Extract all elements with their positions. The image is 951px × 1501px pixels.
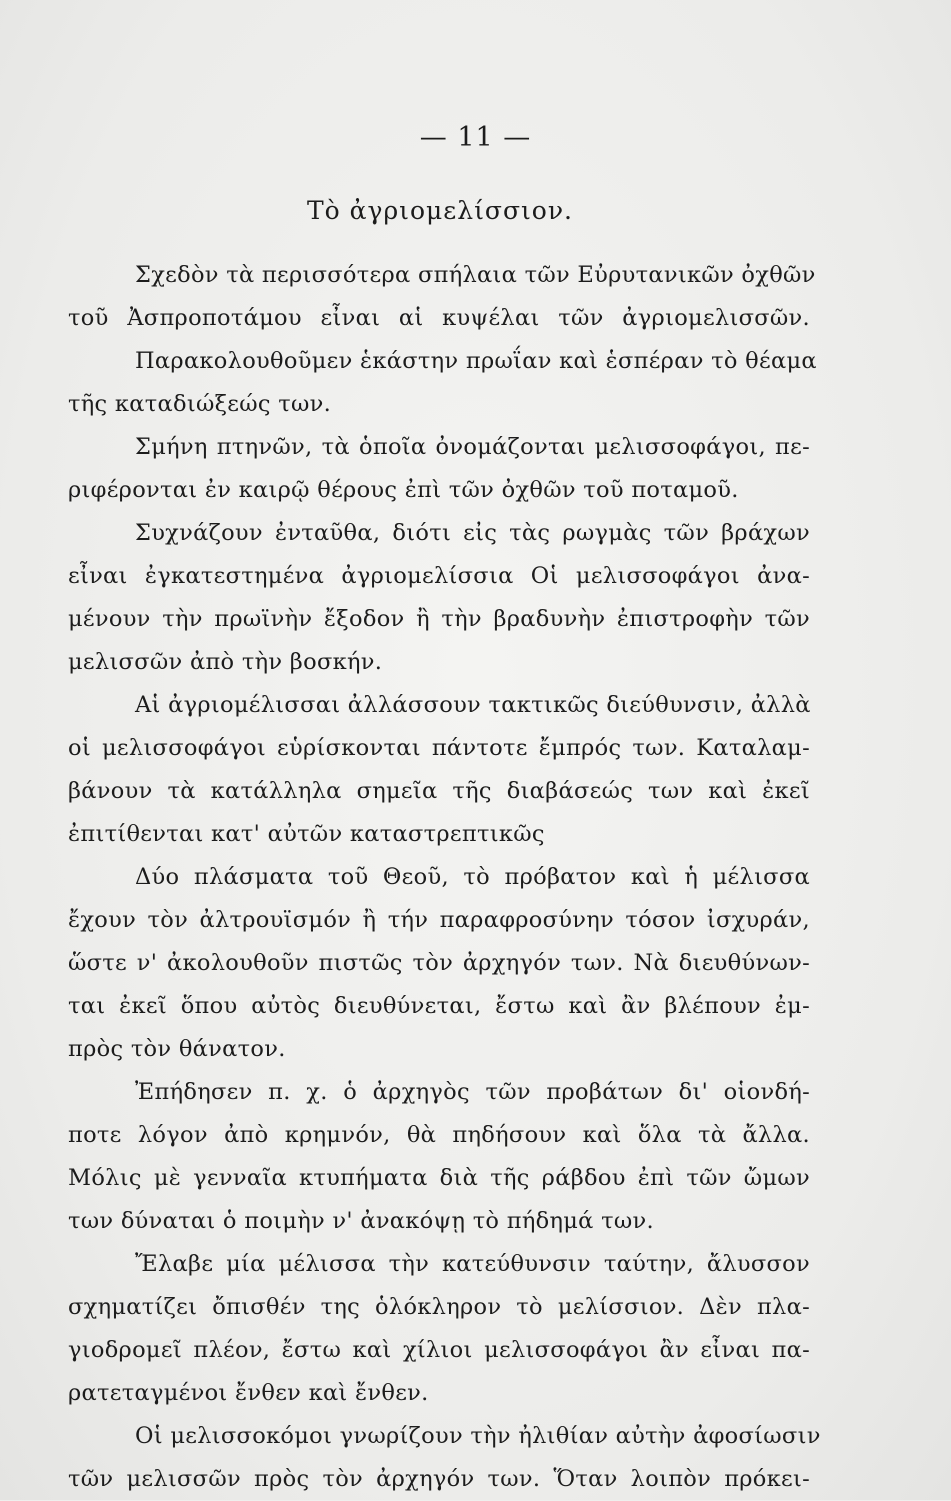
text-line: ται ἐκεῖ ὅπου αὐτὸς διευθύνεται, ἔστω καὶ ἂν βλέπουν ἐμ-	[68, 993, 810, 1019]
text-line: ρατεταγμένοι ἔνθεν καὶ ἔνθεν.	[68, 1380, 429, 1406]
text-line: Συχνάζουν ἐνταῦθα, διότι εἰς τὰς ρωγμὰς τῶν βράχων	[135, 520, 810, 546]
text-line: ἐπιτίθενται κατ' αὐτῶν καταστρεπτικῶς	[68, 821, 545, 847]
chapter-title: Τὸ ἀγριομελίσσιον.	[306, 196, 574, 225]
text-line: Δύο πλάσματα τοῦ Θεοῦ, τὸ πρόβατον καὶ ἡ μέλισσα	[135, 864, 810, 890]
text-line: Ἐπήδησεν π. χ. ὁ ἀρχηγὸς τῶν προβάτων δι' οἱονδή-	[135, 1079, 810, 1105]
page-number: — 11 —	[419, 122, 532, 153]
body-text	[68, 254, 821, 1501]
text-line: μελισσῶν ἀπὸ τὴν βοσκήν.	[68, 649, 383, 675]
text-line: εἶναι ἐγκατεστημένα ἀγριομελίσσια Οἱ μελισσοφάγοι ἀνα-	[68, 563, 810, 589]
text-line: γιοδρομεῖ πλέον, ἔστω καὶ χίλιοι μελισσοφάγοι ἂν εἶναι πα-	[68, 1337, 810, 1363]
text-line: μένουν τὴν πρωϊνὴν ἔξοδον ἢ τὴν βραδυνὴν ἐπιστροφὴν τῶν	[68, 606, 810, 632]
text-line: σχηματίζει ὄπισθέν της ὁλόκληρον τὸ μελίσσιον. Δὲν πλα-	[68, 1294, 810, 1320]
text-line: πρὸς τὸν θάνατον.	[68, 1036, 286, 1062]
text-line: Οἱ μελισσοκόμοι γνωρίζουν τὴν ἠλιθίαν αὐτὴν ἀφοσίωσιν	[135, 1423, 821, 1449]
text-line: ἔχουν τὸν ἀλτρουϊσμόν ἢ τήν παραφροσύνην τόσον ἰσχυράν,	[68, 907, 810, 933]
text-line: βάνουν τὰ κατάλληλα σημεῖα τῆς διαβάσεώς των καὶ ἐκεῖ	[68, 778, 810, 804]
text-line: Σμήνη πτηνῶν, τὰ ὁποῖα ὀνομάζονται μελισσοφάγοι, πε-	[135, 434, 810, 460]
text-line: ποτε λόγον ἀπὸ κρημνόν, θὰ πηδήσουν καὶ ὅλα τὰ ἄλλα.	[68, 1122, 810, 1148]
text-line: ριφέρονται ἐν καιρῷ θέρους ἐπὶ τῶν ὀχθῶν τοῦ ποταμοῦ.	[68, 477, 739, 503]
text-line: τοῦ Ἀσπροποτάμου εἶναι αἱ κυψέλαι τῶν ἀγριομελισσῶν.	[68, 305, 810, 331]
text-line: ὥστε ν' ἀκολουθοῦν πιστῶς τὸν ἀρχηγόν των. Νὰ διευθύνων-	[68, 950, 810, 976]
text-line: Αἱ ἀγριομέλισσαι ἀλλάσσουν τακτικῶς διεύθυνσιν, ἀλλὰ	[135, 692, 811, 718]
text-line: των δύναται ὁ ποιμὴν ν' ἀνακόψῃ τὸ πήδημά των.	[68, 1208, 654, 1234]
text-line: Σχεδὸν τὰ περισσότερα σπήλαια τῶν Εὐρυτανικῶν ὀχθῶν	[135, 262, 816, 288]
text-line: Μόλις μὲ γενναῖα κτυπήματα διὰ τῆς ράβδου ἐπὶ τῶν ὤμων	[68, 1165, 810, 1191]
text-line: Παρακολουθοῦμεν ἑκάστην πρωΐαν καὶ ἑσπέραν τὸ θέαμα	[135, 348, 817, 374]
text-line: Ἔλαβε μία μέλισσα τὴν κατεύθυνσιν ταύτην, ἄλυσσον	[135, 1251, 810, 1277]
text-line: τῶν μελισσῶν πρὸς τὸν ἀρχηγόν των. Ὅταν λοιπὸν πρόκει-	[68, 1466, 810, 1492]
text-line: τῆς καταδιώξεώς των.	[68, 391, 332, 417]
text-line: οἱ μελισσοφάγοι εὑρίσκονται πάντοτε ἔμπρός των. Καταλαμ-	[68, 735, 810, 761]
